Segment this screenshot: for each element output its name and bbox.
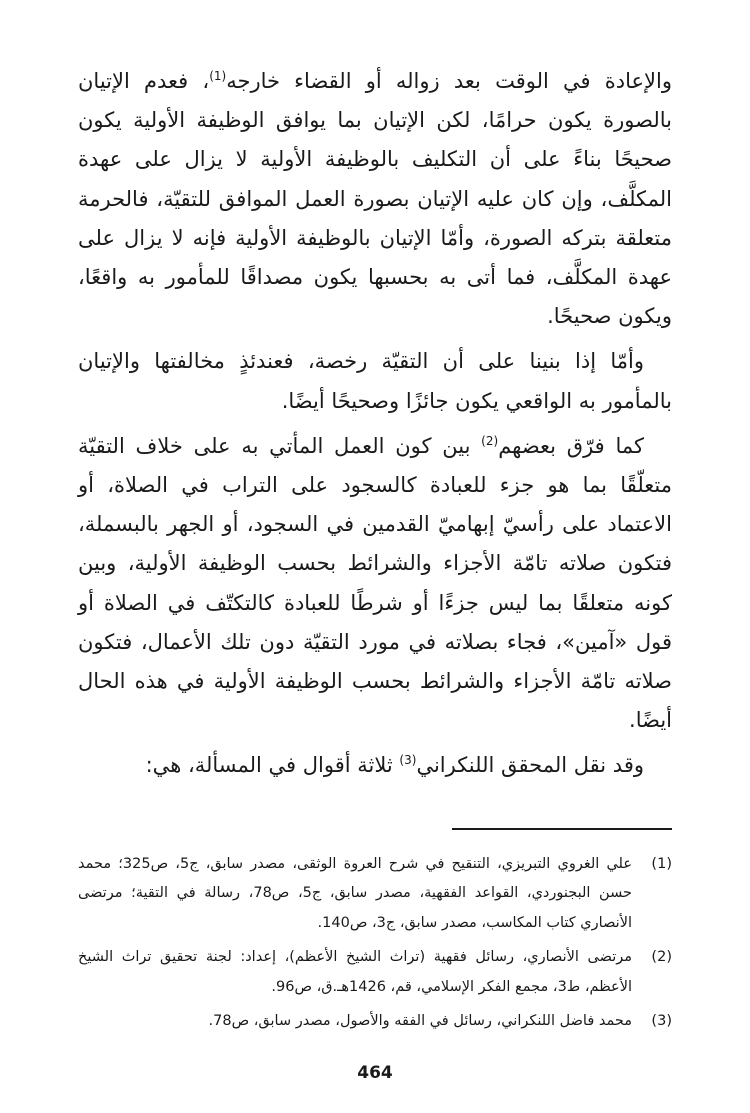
footnote-text: مرتضى الأنصاري، رسائل فقهية (تراث الشيخ الأعظم)، إعداد: لجنة تحقيق تراث الشيخ الأعظم، ط3، مجمع الفكر الإسلامي، قم، 1426هـ.ق، ص96. bbox=[78, 949, 632, 995]
paragraph bbox=[78, 746, 672, 785]
footnote-text: محمد فاضل اللنكراني، رسائل في الفقه والأصول، مصدر سابق، ص78. bbox=[208, 1012, 632, 1029]
paragraph-text: ثلاثة أقوال في المسألة، هي: bbox=[145, 753, 400, 778]
footnotes bbox=[78, 850, 672, 1037]
footnote-number: (1) bbox=[651, 855, 672, 872]
paragraph-text: ، فعدم الإتيان بالصورة يكون حرامًا، لكن الإتيان بما يوافق الوظيفة الأولية يكون صحيحًا بناءً على أن التكليف بالوظيفة الأولية لا يزال على عهدة المكلَّف، وإن كان عليه الإتيان بصورة العمل الموافق للتقيّة، فالحرمة متعلقة بتركه الصورة، وأمّا الإتيان بالوظيفة الأولية فإنه لا يزال على عهدة المكلَّف، فما أتى به بحسبها يكون مصداقًا للمأمور به واقعًا، ويكون صحيحًا. bbox=[78, 69, 672, 329]
footnote-number: (2) bbox=[651, 949, 672, 966]
footnote-text: علي الغروي التبريزي، التنقيح في شرح العروة الوثقى، مصدر سابق، ج5، ص325؛ محمد حسن البجنوردي، القواعد الفقهية، مصدر سابق، ج5، ص78، رسالة في التقية؛ مرتضى الأنصاري كتاب المكاسب، مصدر سابق، ج3، ص140. bbox=[78, 855, 632, 932]
paragraph-text: وأمّا إذا بنينا على أن التقيّة رخصة، فعندئذٍ مخالفتها والإتيان بالمأمور به الواقعي يكون جائزًا وصحيحًا أيضًا. bbox=[78, 349, 672, 413]
footnote-separator bbox=[452, 828, 672, 830]
paragraph-text: كما فرّق بعضهم bbox=[498, 433, 644, 458]
footnote-ref[interactable]: (3) bbox=[399, 753, 417, 768]
footnote-number: (3) bbox=[651, 1012, 672, 1029]
paragraph bbox=[78, 62, 672, 336]
page-body bbox=[78, 62, 672, 1040]
footnote bbox=[78, 1007, 672, 1037]
page-number: 464 bbox=[357, 1063, 393, 1083]
paragraph bbox=[78, 427, 672, 741]
paragraph-text: وقد نقل المحقق اللنكراني bbox=[416, 753, 644, 778]
footnote bbox=[78, 850, 672, 939]
footnote-ref[interactable]: (1) bbox=[209, 69, 227, 83]
paragraph-text: بين كون العمل المأتي به على خلاف التقيّة متعلّقًا بما هو جزء للعبادة كالسجود على التراب في الصلاة، أو الاعتماد على رأسيّ إبهاميّ القدمين في السجود، أو الجهر بالبسملة، فتكون صلاته تامّة الأجزاء والشرائط بحسب الوظيفة الأولية، وبين كونه متعلقًا بما ليس جزءًا أو شرطًا للعبادة كالتكتّف في الصلاة أو قول «آمين»، فجاء بصلاته في مورد التقيّة دون تلك الأعمال، فتكون صلاته تامّة الأجزاء والشرائط بحسب الوظيفة الأولية في هذه الحال أيضًا. bbox=[78, 433, 672, 733]
paragraph bbox=[78, 342, 672, 420]
footnote-ref[interactable]: (2) bbox=[481, 433, 499, 448]
footnote bbox=[78, 943, 672, 1003]
main-text bbox=[78, 62, 672, 786]
paragraph-text: والإعادة في الوقت بعد زواله أو القضاء خارجه bbox=[226, 69, 673, 93]
